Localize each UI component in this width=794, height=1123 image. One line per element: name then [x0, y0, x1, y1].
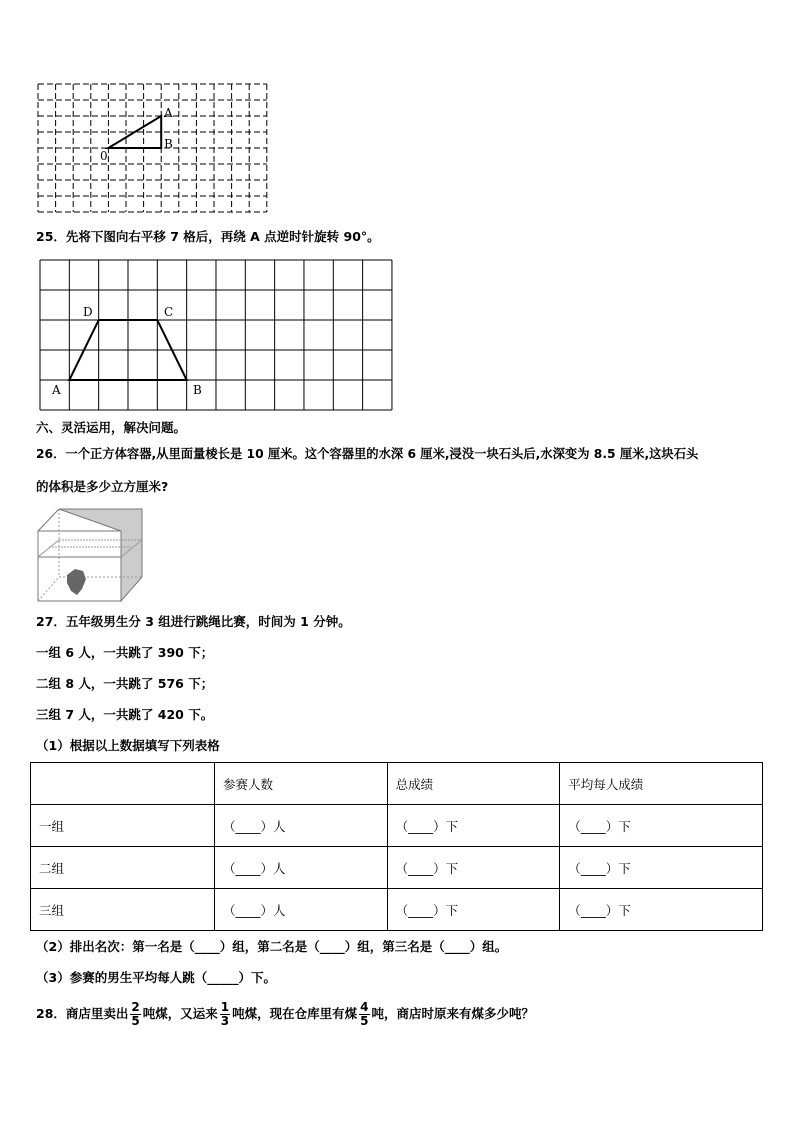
table-row	[31, 805, 763, 847]
denominator: 3	[220, 1014, 230, 1028]
table-cell[interactable]: （____）下	[560, 805, 763, 847]
table-cell[interactable]: （____）人	[215, 889, 388, 931]
table-header-cell: 总成绩	[387, 763, 560, 805]
fraction-4-5	[359, 1001, 369, 1028]
question-27-fact: 一组 6 人，一共跳了 390 下；	[36, 645, 214, 660]
table-cell[interactable]: （____）下	[387, 847, 560, 889]
table-row	[31, 847, 763, 889]
question-27-intro: 27．五年级男生分 3 组进行跳绳比赛，时间为 1 分钟。	[36, 614, 351, 629]
q28-text: 吨煤，又运来	[142, 1006, 218, 1021]
table-header-cell	[31, 763, 215, 805]
denominator: 5	[360, 1014, 369, 1028]
question-28	[36, 1000, 534, 1028]
table-cell[interactable]: （____）下	[560, 889, 763, 931]
question-27-part1: （1）根据以上数据填写下列表格	[36, 738, 220, 753]
label-c: C	[164, 305, 174, 319]
cube-container-image	[37, 507, 143, 603]
score-table	[30, 762, 763, 931]
label-o: 0	[100, 149, 108, 163]
table-header-cell: 平均每人成绩	[560, 763, 763, 805]
numerator: 1	[220, 1000, 230, 1014]
label-b: B	[164, 137, 173, 151]
table-cell: 三组	[31, 889, 215, 931]
question-27-fact: 三组 7 人，一共跳了 420 下。	[36, 707, 214, 722]
question-27-fact: 二组 8 人，一共跳了 576 下；	[36, 676, 214, 691]
fraction-2-5	[130, 1001, 140, 1028]
fraction-1-3	[220, 1001, 230, 1028]
label-d: D	[83, 305, 93, 319]
label-a: A	[164, 106, 173, 120]
table-header-cell: 参赛人数	[215, 763, 388, 805]
label-a: A	[52, 383, 61, 397]
denominator: 5	[131, 1014, 140, 1028]
q28-text: 吨煤，现在仓库里有煤	[232, 1006, 358, 1021]
question-27-part2: （2）排出名次：第一名是（____）组，第二名是（____）组，第三名是（____）组。	[36, 939, 508, 954]
table-cell[interactable]: （____）下	[387, 889, 560, 931]
trapezoid-grid-figure	[40, 260, 392, 410]
question-26-line1: 26．一个正方体容器,从里面量棱长是 10 厘米。这个容器里的水深 6 厘米,浸没一块石头后,水深变为 8.5 厘米,这块石头	[36, 447, 699, 461]
q28-text: 28．商店里卖出	[36, 1006, 129, 1021]
table-cell: 二组	[31, 847, 215, 889]
q28-text: 吨，商店时原来有煤多少吨？	[371, 1006, 535, 1021]
numerator: 2	[131, 1000, 140, 1014]
question-26-line2: 的体积是多少立方厘米?	[36, 479, 169, 494]
table-cell[interactable]: （____）人	[215, 805, 388, 847]
table-cell: 一组	[31, 805, 215, 847]
question-27-part3: （3）参赛的男生平均每人跳（_____）下。	[36, 970, 276, 985]
table-header-row	[31, 763, 763, 805]
question-25: 25．先将下图向右平移 7 格后，再绕 A 点逆时针旋转 90°。	[36, 229, 380, 244]
section-heading: 六、灵活运用，解决问题。	[36, 420, 187, 435]
table-cell[interactable]: （____）下	[560, 847, 763, 889]
table-cell[interactable]: （____）下	[387, 805, 560, 847]
triangle-oab	[108, 116, 161, 148]
label-b: B	[193, 383, 202, 397]
dashed-grid-figure	[38, 84, 270, 214]
table-row	[31, 889, 763, 931]
table-cell[interactable]: （____）人	[215, 847, 388, 889]
numerator: 4	[360, 1000, 369, 1014]
